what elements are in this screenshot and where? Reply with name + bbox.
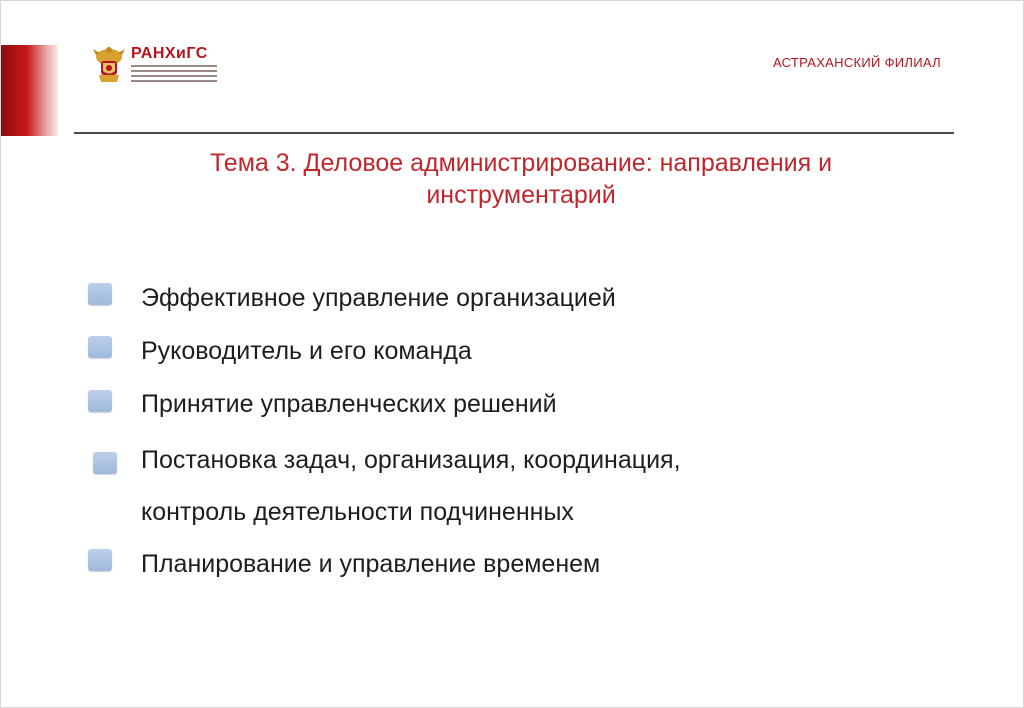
- double-headed-eagle-emblem-icon: [91, 45, 127, 85]
- list-item: [88, 380, 928, 434]
- list-item: [88, 327, 928, 380]
- square-bullet-icon: [88, 549, 112, 571]
- list-item: [88, 273, 928, 327]
- logo-name: РАНХиГС: [131, 45, 208, 62]
- branch-name: АСТРАХАНСКИЙ ФИЛИАЛ: [772, 55, 941, 70]
- list-item-text: Принятие управленческих решений: [141, 390, 557, 418]
- ranepa-logo: [91, 45, 221, 87]
- list-item-text: Руководитель и его команда: [141, 337, 472, 365]
- header-divider: [74, 132, 954, 134]
- red-accent-bar: [1, 45, 58, 136]
- list-item-text: Эффективное управление организацией: [141, 284, 616, 312]
- square-bullet-icon: [88, 336, 112, 358]
- list-item: [88, 434, 928, 539]
- logo-subtitle: [131, 65, 217, 85]
- square-bullet-icon: [88, 283, 112, 305]
- square-bullet-icon: [93, 452, 117, 474]
- list-item-text: контроль деятельности подчиненных: [141, 498, 574, 526]
- slide-title-line: Тема 3. Деловое администрирование: направления и: [209, 149, 833, 177]
- square-bullet-icon: [88, 390, 112, 412]
- bullet-list: [88, 273, 928, 589]
- slide-title-line: инструментарий: [426, 181, 616, 209]
- slide-title: [91, 147, 951, 211]
- list-item-text: Планирование и управление временем: [141, 550, 601, 578]
- list-item: [88, 539, 928, 589]
- list-item-text: Постановка задач, организация, координация,: [141, 446, 681, 474]
